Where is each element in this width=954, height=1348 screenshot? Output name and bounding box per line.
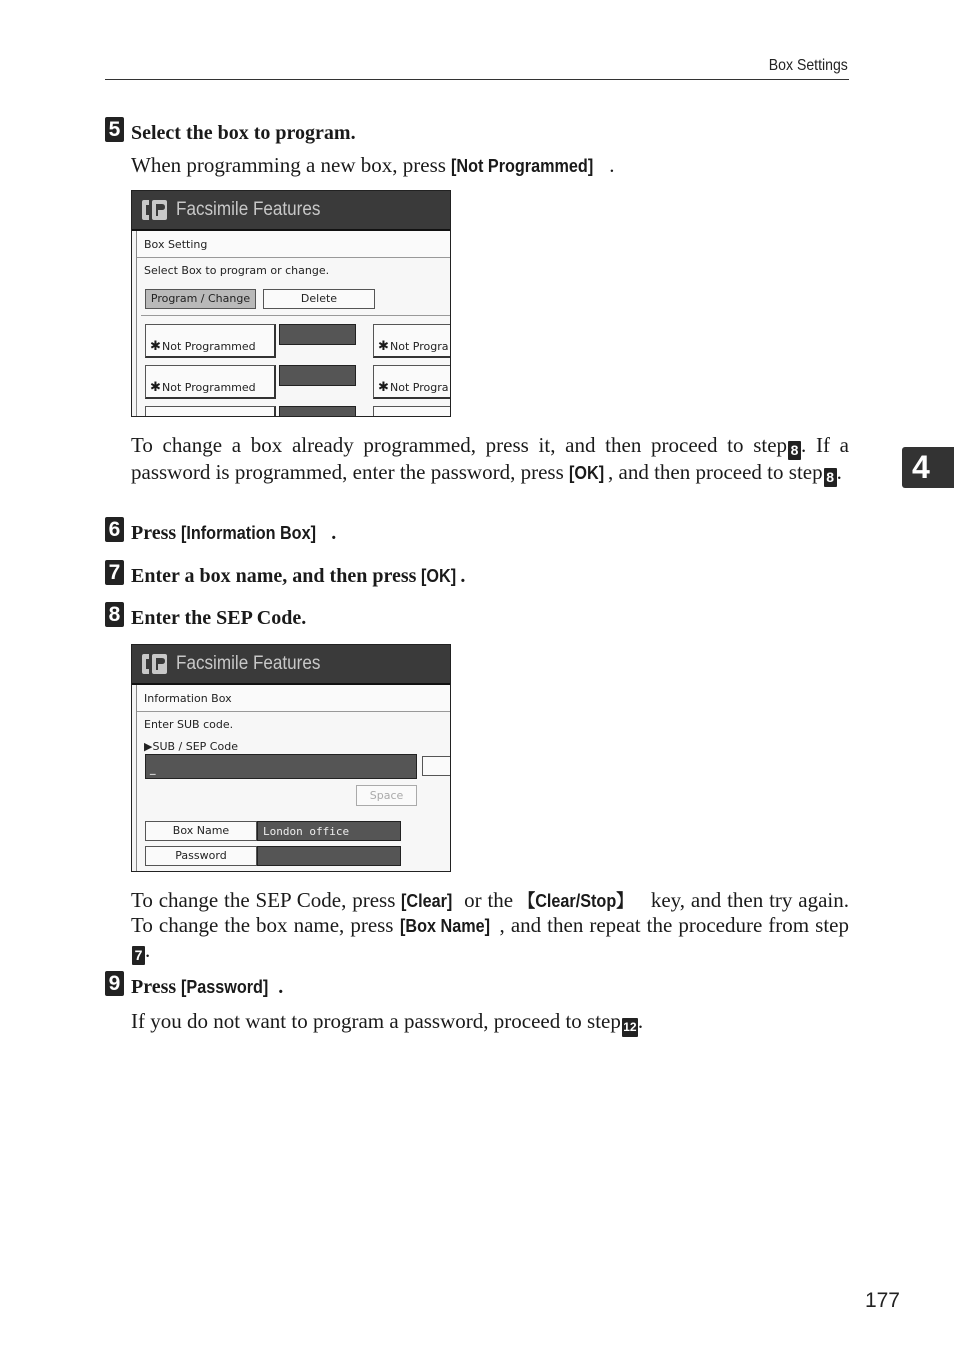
box-button-not-programmed[interactable]	[373, 324, 451, 358]
step-9-number: 9	[105, 971, 124, 996]
delete-button[interactable]: Delete	[263, 289, 375, 309]
box-button-label: Not Programmed	[162, 340, 256, 353]
box-number-block	[279, 406, 356, 417]
screen-information-box	[131, 644, 451, 872]
step-6-post: .	[331, 522, 337, 544]
step-ref-12: 12	[622, 1018, 638, 1037]
step-6-number: 6	[105, 517, 124, 542]
screen-header	[132, 645, 450, 685]
box-button-partial[interactable]	[145, 406, 276, 417]
key-ok: [OK]	[421, 566, 457, 586]
clear-button-partial[interactable]	[422, 756, 451, 776]
key-information-box: [Information Box]	[181, 523, 317, 543]
password-field	[257, 846, 401, 866]
box-button-label: Not Programmed	[162, 381, 256, 394]
para1-text: .	[836, 460, 842, 484]
key-password: [Password]	[181, 977, 269, 997]
input-cursor: _	[150, 762, 156, 775]
program-change-button[interactable]: Program / Change	[145, 289, 256, 309]
key-not-programmed: [Not Programmed]	[451, 156, 594, 176]
paragraph-change-sep-code	[131, 888, 849, 965]
section-bar	[137, 231, 450, 258]
asterisk-icon: ✱	[150, 380, 161, 395]
header-rule	[105, 79, 849, 80]
step-7-number: 7	[105, 560, 124, 585]
chapter-tab: 4	[902, 447, 954, 488]
password-button[interactable]: Password	[145, 846, 257, 866]
box-name-button[interactable]: Box Name	[145, 821, 257, 841]
prompt-text: Enter SUB code.	[144, 718, 234, 731]
step-5-text-before: When programming a new box, press	[131, 153, 452, 177]
step-7-pre: Enter a box name, and then press	[131, 565, 422, 587]
step-9-post: .	[278, 976, 284, 998]
box-number-block	[279, 324, 356, 345]
box-number-block	[279, 365, 356, 386]
step-9-text	[131, 1009, 643, 1037]
box-name-field	[257, 821, 401, 841]
box-button-not-programmed[interactable]	[145, 324, 276, 358]
asterisk-icon: ✱	[378, 380, 389, 395]
para1-text: . If a password is programmed, enter the password, press	[131, 433, 850, 484]
asterisk-icon: ✱	[150, 339, 161, 354]
screen-body	[136, 685, 450, 871]
para1-text: , and then proceed to step	[608, 460, 823, 484]
step-7-post: .	[460, 565, 466, 587]
step-7-title	[131, 565, 465, 588]
step-ref-8: 8	[824, 468, 837, 487]
prompt-text: Select Box to program or change.	[144, 264, 330, 277]
para1-text: To change a box already programmed, press it, and then proceed to step	[131, 433, 788, 457]
step-5-text-after: .	[609, 153, 615, 177]
para2-text: To change the SEP Code, press	[131, 888, 402, 912]
running-header: Box Settings	[768, 57, 848, 74]
asterisk-icon: ✱	[378, 339, 389, 354]
para2-text: key, and then try again. To change the box name, press	[131, 888, 849, 937]
key-box-name: [Box Name]	[399, 916, 490, 936]
step-5-number: 5	[105, 117, 124, 142]
step-9-pre: Press	[131, 976, 182, 998]
step-6-pre: Press	[131, 522, 182, 544]
step-5-text	[131, 153, 614, 178]
screen-box-setting	[131, 190, 451, 417]
screen-body	[136, 231, 450, 416]
para2-text: or the	[458, 888, 519, 912]
section-label: Information Box	[144, 692, 232, 705]
step-6-title	[131, 522, 336, 545]
space-button[interactable]: Space	[356, 785, 417, 806]
section-label: Box Setting	[144, 238, 208, 251]
para2-text: , and then repeat the procedure from step	[499, 913, 849, 937]
screen-header	[132, 191, 450, 231]
box-name-value: London office	[263, 825, 350, 838]
key-clear-stop: 【Clear/Stop】	[518, 891, 633, 911]
facsimile-icon	[140, 652, 170, 676]
facsimile-icon	[140, 198, 170, 222]
step-9-text-body: If you do not want to program a password, proceed to step	[131, 1009, 621, 1033]
key-clear: [Clear]	[401, 891, 453, 911]
box-button-label: Not Progra	[390, 381, 449, 394]
page-number: 177	[864, 1289, 900, 1312]
para2-text: .	[145, 938, 151, 962]
step-ref-8: 8	[788, 441, 801, 460]
sep-code-input[interactable]	[145, 754, 417, 779]
box-button-not-programmed[interactable]	[145, 365, 276, 399]
paragraph-change-box	[131, 433, 849, 487]
field-label: ▶SUB / SEP Code	[144, 740, 238, 753]
step-8-number: 8	[105, 602, 124, 627]
step-8-title: Enter the SEP Code.	[131, 607, 307, 629]
box-button-not-programmed[interactable]	[373, 365, 451, 399]
section-bar	[137, 685, 450, 712]
screen-title: Facsimile Features	[176, 199, 321, 220]
divider	[141, 315, 450, 316]
step-9-title	[131, 976, 283, 999]
step-ref-7: 7	[132, 946, 145, 965]
screen-title: Facsimile Features	[176, 653, 321, 674]
step-5-title: Select the box to program.	[131, 122, 356, 144]
step-9-text-end: .	[637, 1009, 644, 1033]
box-button-partial[interactable]	[373, 406, 451, 417]
box-button-label: Not Progra	[390, 340, 449, 353]
key-ok: [OK]	[569, 463, 605, 483]
